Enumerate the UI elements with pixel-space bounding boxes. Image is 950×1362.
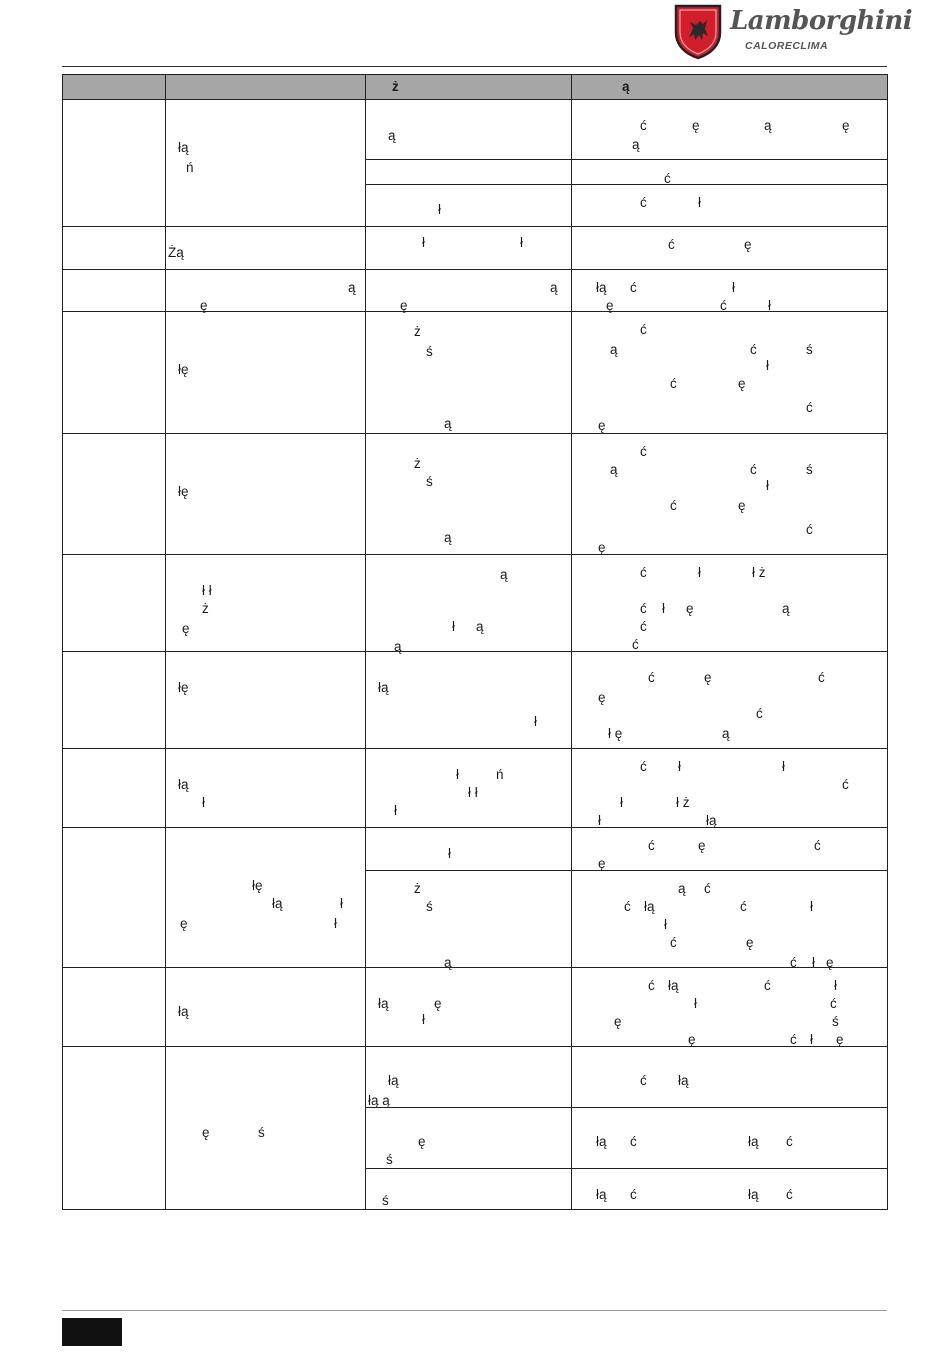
cell-glyph: ć — [630, 280, 637, 295]
troubleshooting-table — [62, 74, 888, 1210]
cell-glyph: ę — [738, 498, 746, 513]
cell-glyph: ć — [740, 899, 747, 914]
cell-glyph: ł — [520, 235, 523, 250]
table-cell — [63, 100, 166, 227]
cell-glyph: ł — [766, 478, 769, 493]
cell-glyph: ą — [476, 619, 484, 634]
cell-glyph: ś — [386, 1152, 393, 1167]
cell-glyph: ł ż — [676, 795, 690, 810]
cell-glyph: ł — [422, 1012, 425, 1027]
cell-glyph: ć — [786, 1134, 793, 1149]
cell-glyph: ł — [202, 795, 205, 810]
cell-glyph: ł — [456, 767, 459, 782]
cell-glyph: ś — [806, 342, 813, 357]
table-cell — [572, 160, 888, 185]
cell-glyph: ż — [414, 456, 421, 471]
table-row — [63, 968, 888, 1047]
cell-glyph: ą — [610, 342, 618, 357]
cell-glyph: ą — [500, 567, 508, 582]
table-cell — [63, 652, 166, 749]
cell-glyph: ę — [200, 298, 208, 313]
cell-glyph: ł — [694, 996, 697, 1011]
cell-glyph: łą — [378, 996, 389, 1011]
cell-glyph: ł — [334, 916, 337, 931]
cell-glyph: ę — [836, 1032, 844, 1047]
cell-glyph: ł — [452, 619, 455, 634]
table-cell — [572, 968, 888, 1047]
cell-glyph: ą — [782, 601, 790, 616]
cell-glyph: łą — [678, 1073, 689, 1088]
cell-glyph: ć — [640, 565, 647, 580]
cell-glyph: łą — [388, 1073, 399, 1088]
cell-glyph: ł — [810, 899, 813, 914]
cell-glyph: ł — [394, 803, 397, 818]
table-cell — [366, 1047, 572, 1108]
cell-glyph: ł — [448, 846, 451, 861]
cell-glyph: ą — [394, 639, 402, 654]
cell-glyph: ś — [426, 474, 433, 489]
table-cell — [366, 652, 572, 749]
table-cell — [63, 968, 166, 1047]
cell-glyph: ś — [832, 1014, 839, 1029]
cell-glyph: ł — [698, 195, 701, 210]
cell-glyph: ć — [814, 838, 821, 853]
cell-glyph: ś — [426, 344, 433, 359]
cell-glyph: ł — [834, 978, 837, 993]
cell-glyph: łą — [644, 899, 655, 914]
cell-glyph: ą — [444, 955, 452, 970]
table-cell — [572, 434, 888, 555]
table-cell — [63, 555, 166, 652]
table-cell — [366, 968, 572, 1047]
cell-glyph: łą — [668, 978, 679, 993]
cell-glyph: ć — [750, 342, 757, 357]
cell-glyph: ć — [720, 298, 727, 313]
cell-glyph: ą — [348, 280, 356, 295]
cell-glyph: ą — [632, 137, 640, 152]
cell-glyph: ę — [692, 118, 700, 133]
cell-glyph: ć — [640, 322, 647, 337]
cell-glyph: ę — [688, 1032, 696, 1047]
cell-glyph: ą — [678, 881, 686, 896]
cell-glyph: ę — [598, 690, 606, 705]
table-cell — [572, 749, 888, 828]
cell-glyph: ż — [414, 881, 421, 896]
table-cell — [572, 227, 888, 270]
table-cell — [366, 434, 572, 555]
cell-glyph: łę — [178, 680, 189, 695]
table-cell — [366, 160, 572, 185]
table-cell — [63, 312, 166, 434]
cell-glyph: łą — [596, 1187, 607, 1202]
cell-glyph: ł — [664, 917, 667, 932]
table-cell — [63, 828, 166, 968]
cell-glyph: łą — [178, 140, 189, 155]
cell-glyph: ć — [806, 522, 813, 537]
cell-glyph: ś — [426, 899, 433, 914]
cell-glyph: ć — [704, 881, 711, 896]
table-cell — [166, 312, 366, 434]
cell-glyph: ę — [746, 935, 754, 950]
cell-glyph: ę — [842, 118, 850, 133]
cell-glyph: ą — [622, 79, 630, 94]
table-row — [63, 749, 888, 828]
cell-glyph: ł — [698, 565, 701, 580]
cell-glyph: ę — [434, 996, 442, 1011]
cell-glyph: ł ł — [202, 583, 212, 598]
table-cell — [63, 227, 166, 270]
cell-glyph: łę — [178, 484, 189, 499]
table-cell — [572, 1108, 888, 1169]
table-cell — [166, 555, 366, 652]
cell-glyph: ł ł — [468, 785, 478, 800]
cell-glyph: ł — [662, 601, 665, 616]
cell-glyph: ł — [732, 280, 735, 295]
table-cell — [366, 749, 572, 828]
cell-glyph: ć — [670, 376, 677, 391]
table-cell — [572, 1169, 888, 1210]
brand-subline: CALORECLIMA — [745, 40, 829, 52]
cell-glyph: ę — [180, 916, 188, 931]
cell-glyph: ć — [790, 955, 797, 970]
cell-glyph: Żą — [168, 245, 184, 260]
cell-glyph: łę — [178, 362, 189, 377]
cell-glyph: ą — [444, 416, 452, 431]
table-cell — [166, 968, 366, 1047]
cell-glyph: ć — [640, 619, 647, 634]
cell-glyph: ć — [640, 601, 647, 616]
cell-glyph: łą — [748, 1134, 759, 1149]
cell-glyph: ć — [786, 1187, 793, 1202]
table-cell — [63, 749, 166, 828]
cell-glyph: ć — [830, 996, 837, 1011]
cell-glyph: ł — [768, 298, 771, 313]
cell-glyph: ć — [670, 935, 677, 950]
page-number-tab — [62, 1318, 122, 1346]
cell-glyph: ł ę — [608, 726, 623, 741]
header-cell — [166, 75, 366, 100]
table-cell — [63, 434, 166, 555]
cell-glyph: ć — [630, 1134, 637, 1149]
cell-glyph: ć — [648, 838, 655, 853]
cell-glyph: łą — [596, 280, 607, 295]
table-cell — [572, 312, 888, 434]
table-row — [63, 828, 888, 871]
cell-glyph: ę — [606, 298, 614, 313]
table-cell — [166, 270, 366, 312]
cell-glyph: ł — [810, 1032, 813, 1047]
cell-glyph: ą — [764, 118, 772, 133]
cell-glyph: ę — [598, 418, 606, 433]
cell-glyph: ć — [670, 498, 677, 513]
cell-glyph: ł — [534, 714, 537, 729]
cell-glyph: ć — [640, 195, 647, 210]
cell-glyph: ą — [722, 726, 730, 741]
cell-glyph: ł — [422, 235, 425, 250]
cell-glyph: ć — [640, 1073, 647, 1088]
header-rule — [62, 66, 887, 67]
cell-glyph: ć — [750, 462, 757, 477]
cell-glyph: ę — [744, 237, 752, 252]
cell-glyph: ę — [598, 540, 606, 555]
cell-glyph: ą — [610, 462, 618, 477]
table-body — [63, 100, 888, 1210]
table-cell — [366, 871, 572, 968]
table-cell — [63, 270, 166, 312]
cell-glyph: łą — [272, 896, 283, 911]
cell-glyph: ć — [640, 444, 647, 459]
table-row — [63, 434, 888, 555]
cell-glyph: ł ż — [752, 565, 766, 580]
table-row — [63, 555, 888, 652]
cell-glyph: ę — [418, 1134, 426, 1149]
cell-glyph: ć — [640, 118, 647, 133]
header-cell — [366, 75, 572, 100]
cell-glyph: ż — [202, 601, 209, 616]
table-cell — [366, 1169, 572, 1210]
table-cell — [366, 1108, 572, 1169]
cell-glyph: ć — [648, 670, 655, 685]
cell-glyph: ć — [648, 978, 655, 993]
cell-glyph: ą — [444, 530, 452, 545]
table-cell — [572, 652, 888, 749]
cell-glyph: ś — [382, 1193, 389, 1208]
cell-glyph: łą — [748, 1187, 759, 1202]
table-row — [63, 312, 888, 434]
cell-glyph: ł — [340, 896, 343, 911]
cell-glyph: ę — [686, 601, 694, 616]
cell-glyph: łą — [596, 1134, 607, 1149]
cell-glyph: ł — [438, 202, 441, 217]
cell-glyph: ł — [598, 813, 601, 828]
brand-wordmark: Lamborghini — [730, 6, 913, 36]
cell-glyph: ć — [630, 1187, 637, 1202]
cell-glyph: ą — [388, 128, 396, 143]
table-cell — [572, 1047, 888, 1108]
table-cell — [166, 100, 366, 227]
table-cell — [366, 555, 572, 652]
cell-glyph: ś — [258, 1125, 265, 1140]
cell-glyph: ń — [186, 160, 194, 175]
table-row — [63, 227, 888, 270]
cell-glyph: ń — [496, 767, 504, 782]
header-cell — [572, 75, 888, 100]
cell-glyph: ł — [678, 759, 681, 774]
table-cell — [63, 1047, 166, 1210]
table-cell — [572, 555, 888, 652]
table-row — [63, 652, 888, 749]
cell-glyph: ł — [620, 795, 623, 810]
table-cell — [166, 227, 366, 270]
cell-glyph: ć — [790, 1032, 797, 1047]
table-cell — [366, 185, 572, 227]
cell-glyph: ę — [738, 376, 746, 391]
lamborghini-shield-logo — [672, 2, 724, 60]
cell-glyph: ć — [624, 899, 631, 914]
cell-glyph: ć — [806, 400, 813, 415]
table-cell — [572, 828, 888, 871]
cell-glyph: ż — [414, 324, 421, 339]
table-header-row — [63, 75, 888, 100]
table-cell — [166, 1047, 366, 1210]
cell-glyph: ć — [756, 706, 763, 721]
cell-glyph: ę — [826, 955, 834, 970]
table-cell — [572, 270, 888, 312]
cell-glyph: łą ą — [368, 1093, 390, 1108]
cell-glyph: ś — [806, 462, 813, 477]
table-cell — [572, 100, 888, 160]
table-cell — [366, 100, 572, 160]
cell-glyph: ć — [664, 171, 671, 186]
table-cell — [366, 270, 572, 312]
cell-glyph: ę — [400, 298, 408, 313]
cell-glyph: ę — [614, 1014, 622, 1029]
cell-glyph: ć — [764, 978, 771, 993]
table-row — [63, 270, 888, 312]
table-cell — [366, 312, 572, 434]
table-cell — [166, 434, 366, 555]
table-cell — [366, 227, 572, 270]
table-cell — [166, 749, 366, 828]
cell-glyph: ą — [550, 280, 558, 295]
cell-glyph: ę — [182, 621, 190, 636]
cell-glyph: ć — [640, 759, 647, 774]
table-row — [63, 100, 888, 160]
cell-glyph: ć — [818, 670, 825, 685]
table-cell — [366, 828, 572, 871]
cell-glyph: ł — [782, 759, 785, 774]
cell-glyph: ę — [598, 856, 606, 871]
table-cell — [572, 871, 888, 968]
cell-glyph: łę — [252, 878, 263, 893]
cell-glyph: ć — [842, 777, 849, 792]
cell-glyph: ć — [668, 237, 675, 252]
cell-glyph: łą — [378, 680, 389, 695]
cell-glyph: łą — [178, 777, 189, 792]
table-cell — [166, 652, 366, 749]
header-cell — [63, 75, 166, 100]
cell-glyph: ł — [766, 358, 769, 373]
footer-rule — [62, 1310, 887, 1311]
cell-glyph: ć — [632, 637, 639, 652]
cell-glyph: ę — [698, 838, 706, 853]
table-row — [63, 1047, 888, 1108]
cell-glyph: łą — [178, 1004, 189, 1019]
cell-glyph: ł — [812, 955, 815, 970]
cell-glyph: ż — [392, 79, 399, 94]
table-cell — [166, 828, 366, 968]
cell-glyph: łą — [706, 813, 717, 828]
table-cell — [572, 185, 888, 227]
cell-glyph: ę — [704, 670, 712, 685]
cell-glyph: ę — [202, 1125, 210, 1140]
